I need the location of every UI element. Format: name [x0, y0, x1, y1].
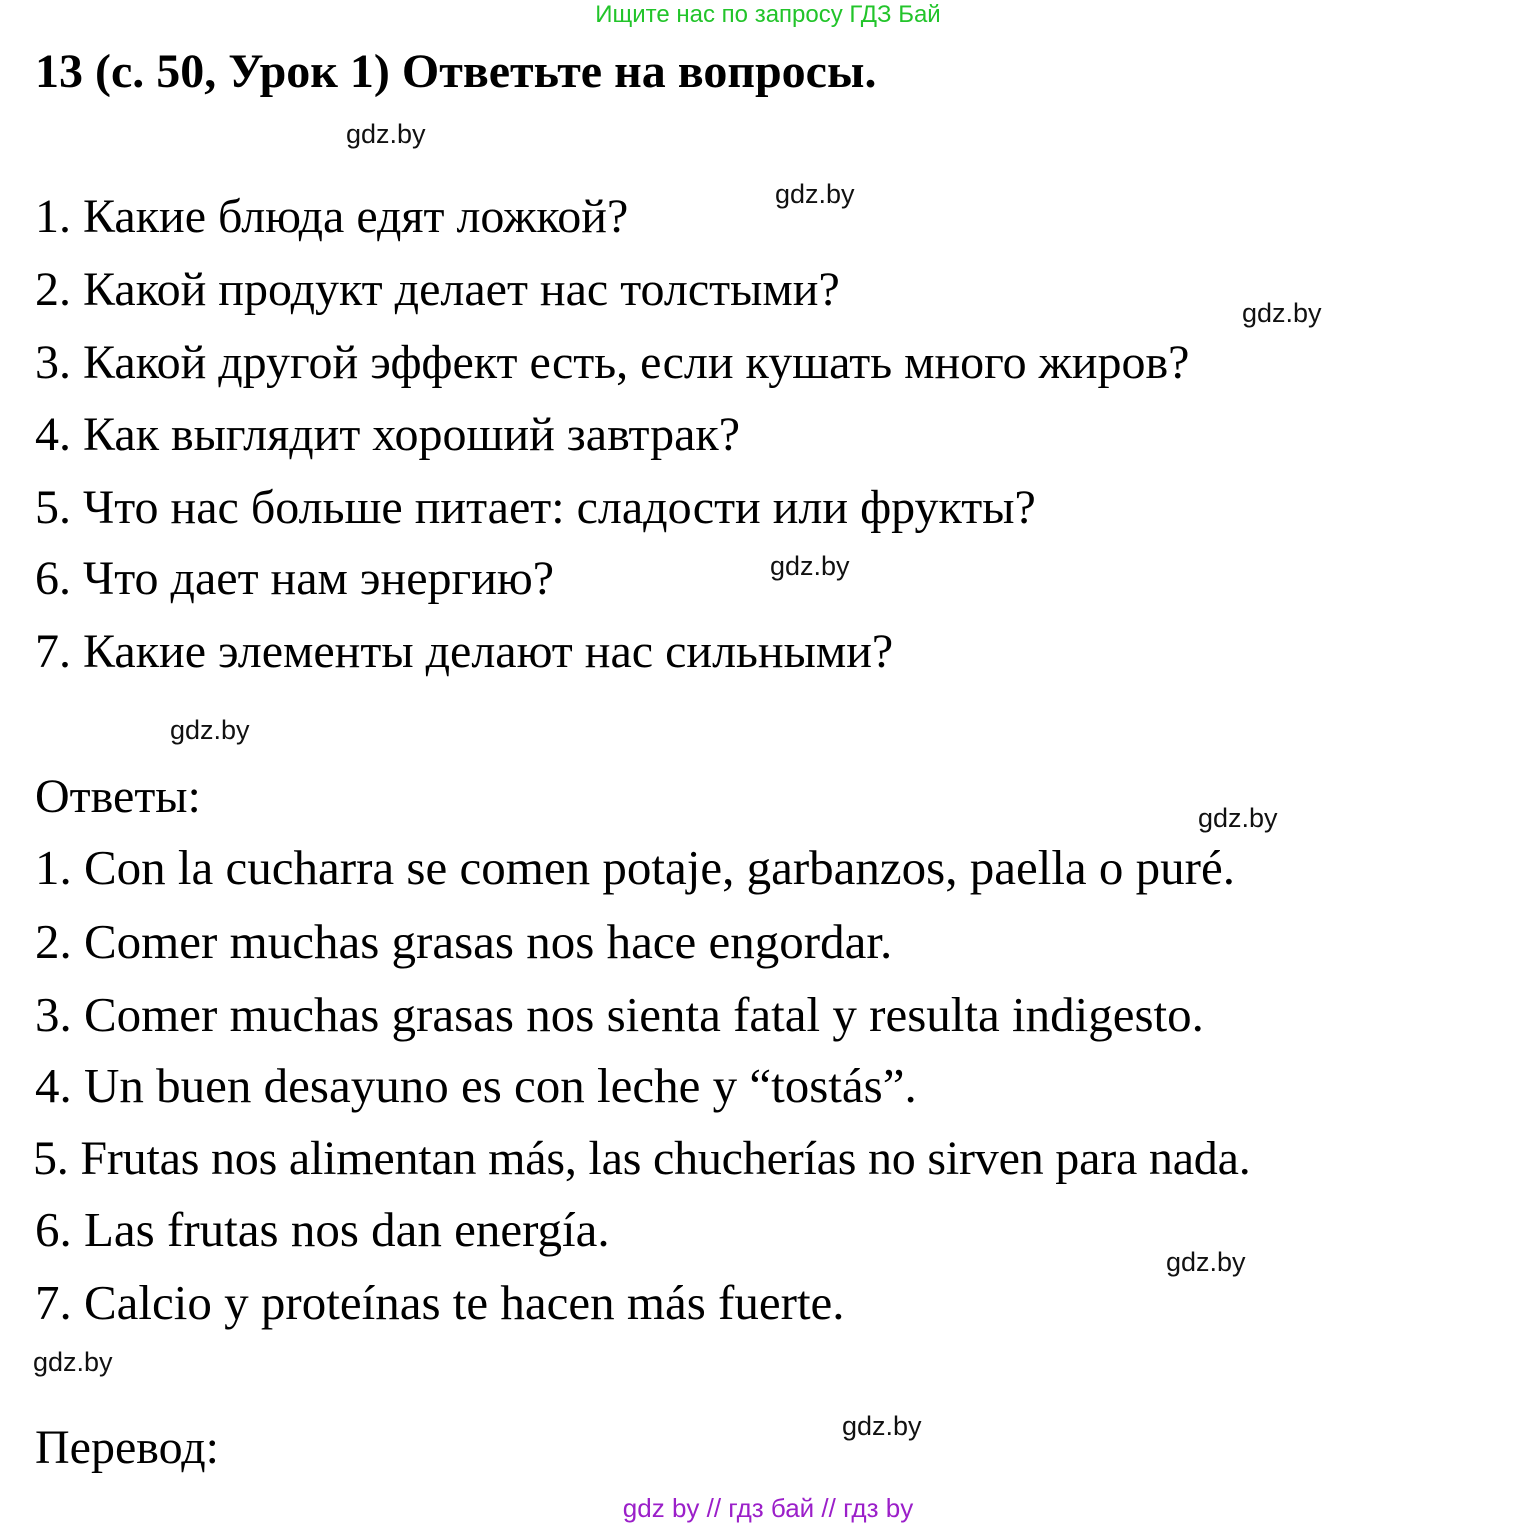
- question-7: 7. Какие элементы делают нас сильными?: [35, 625, 894, 678]
- exercise-title: 13 (с. 50, Урок 1) Ответьте на вопросы.: [35, 45, 877, 98]
- answer-3: 3. Comer muchas grasas nos sienta fatal y resulta indigesto.: [35, 987, 1204, 1042]
- answer-2: 2. Comer muchas grasas nos hace engordar.: [35, 914, 893, 969]
- answer-7: 7. Calcio y proteínas te hacen más fuerte.: [35, 1275, 845, 1330]
- top-banner[interactable]: Ищите нас по запросу ГДЗ Бай: [595, 1, 941, 28]
- translation-heading: Перевод:: [35, 1421, 219, 1474]
- watermark: gdz.by: [1166, 1247, 1246, 1277]
- question-2: 2. Какой продукт делает нас толстыми?: [35, 263, 840, 316]
- watermark: gdz.by: [770, 551, 850, 581]
- answer-4: 4. Un buen desayuno es con leche y “tostás”.: [35, 1058, 917, 1113]
- footer-links[interactable]: gdz by // гдз бай // гдз by: [622, 1493, 914, 1523]
- question-3: 3. Какой другой эффект есть, если кушать много жиров?: [35, 336, 1190, 389]
- answer-1: 1. Con la cucharra se comen potaje, garbanzos, paella o puré.: [35, 840, 1235, 895]
- watermark: gdz.by: [1242, 298, 1322, 328]
- watermark: gdz.by: [33, 1347, 113, 1377]
- watermark: gdz.by: [170, 715, 250, 745]
- question-4: 4. Как выглядит хороший завтрак?: [35, 408, 741, 461]
- watermark: gdz.by: [842, 1411, 922, 1441]
- answers-heading: Ответы:: [35, 770, 201, 823]
- watermark: gdz.by: [1198, 803, 1278, 833]
- watermark: gdz.by: [346, 119, 426, 149]
- watermark: gdz.by: [775, 179, 855, 209]
- question-1: 1. Какие блюда едят ложкой?: [35, 190, 629, 243]
- answer-6: 6. Las frutas nos dan energía.: [35, 1202, 610, 1257]
- answer-5: 5. Frutas nos alimentan más, las chucherías no sirven para nada.: [33, 1132, 1251, 1185]
- question-5: 5. Что нас больше питает: сладости или фрукты?: [35, 481, 1036, 534]
- question-6: 6. Что дает нам энергию?: [35, 552, 555, 605]
